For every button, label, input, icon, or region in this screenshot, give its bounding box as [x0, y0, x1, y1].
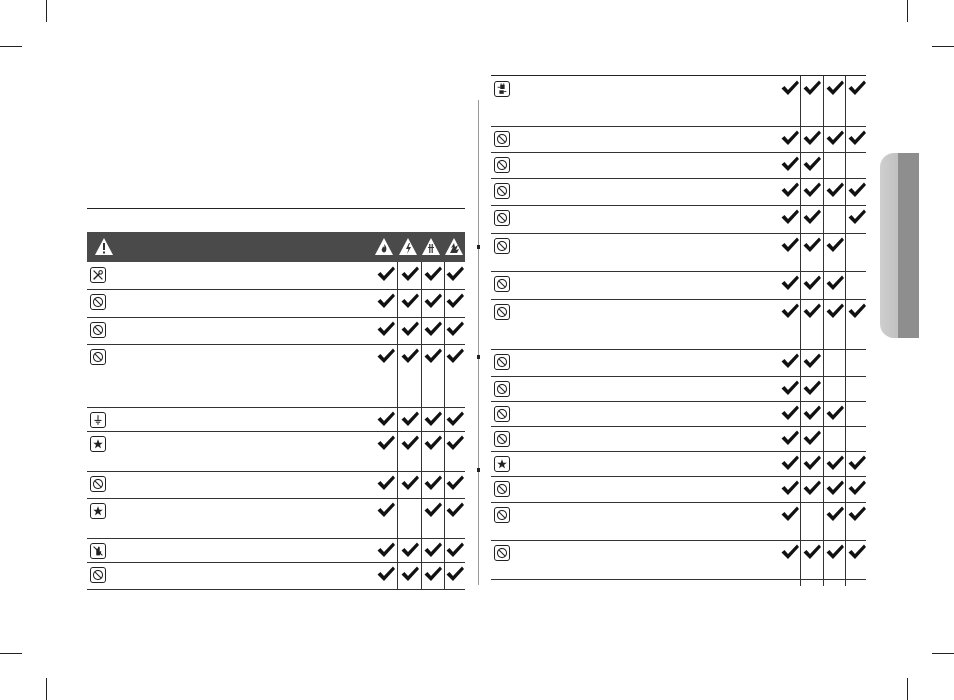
- margin-mark: [477, 468, 480, 472]
- check-mark-icon: [802, 181, 822, 199]
- check-mark-icon: [423, 410, 443, 428]
- check-mark-icon: [802, 404, 822, 422]
- check-mark-icon: [423, 501, 443, 519]
- check-mark-icon: [780, 379, 800, 397]
- check-mark-icon: [423, 320, 443, 338]
- check-mark-icon: [847, 302, 867, 320]
- prohibited-icon: [494, 381, 510, 397]
- check-mark-icon: [802, 274, 822, 292]
- star-icon: [494, 456, 510, 472]
- check-mark-icon: [825, 274, 845, 292]
- prohibited-icon: [494, 481, 510, 497]
- check-mark-icon: [376, 434, 396, 452]
- prohibited-icon: [90, 294, 106, 310]
- check-mark-icon: [400, 541, 420, 559]
- check-mark-icon: [445, 541, 465, 559]
- check-mark-icon: [400, 474, 420, 492]
- check-mark-icon: [780, 505, 800, 523]
- table-row: [87, 562, 465, 590]
- table-row: [491, 271, 866, 300]
- check-mark-icon: [802, 543, 822, 561]
- check-mark-icon: [400, 265, 420, 283]
- prohibited-icon: [494, 238, 510, 254]
- table-row: [491, 376, 866, 402]
- check-mark-icon: [780, 352, 800, 370]
- prohibited-icon: [90, 322, 106, 338]
- check-mark-icon: [780, 543, 800, 561]
- check-mark-icon: [780, 404, 800, 422]
- star-icon: [90, 503, 106, 519]
- check-mark-icon: [445, 410, 465, 428]
- check-mark-icon: [400, 292, 420, 310]
- table-row: [491, 426, 866, 452]
- injury-hazard-icon: [421, 237, 441, 256]
- prohibited-icon: [494, 507, 510, 523]
- explosion-hazard-icon: [444, 237, 464, 256]
- check-mark-icon: [376, 292, 396, 310]
- table-row: [87, 538, 465, 563]
- check-mark-icon: [780, 181, 800, 199]
- check-mark-icon: [802, 379, 822, 397]
- right-safety-table: [491, 76, 866, 586]
- check-mark-icon: [825, 236, 845, 254]
- check-mark-icon: [376, 347, 396, 365]
- check-mark-icon: [376, 320, 396, 338]
- crop-mark: [907, 0, 908, 22]
- prohibited-icon: [494, 354, 510, 370]
- check-mark-icon: [780, 274, 800, 292]
- prohibited-icon: [90, 476, 106, 492]
- check-mark-icon: [780, 429, 800, 447]
- table-row: [491, 401, 866, 427]
- check-mark-icon: [802, 79, 822, 97]
- check-mark-icon: [445, 501, 465, 519]
- tools-icon: [90, 267, 106, 283]
- ground-icon: [90, 412, 106, 428]
- crop-mark: [0, 46, 22, 47]
- check-mark-icon: [445, 320, 465, 338]
- check-mark-icon: [423, 347, 443, 365]
- table-row: [87, 471, 465, 499]
- check-mark-icon: [400, 565, 420, 583]
- check-mark-icon: [802, 352, 822, 370]
- check-mark-icon: [825, 302, 845, 320]
- prohibited-icon: [90, 567, 106, 583]
- check-mark-icon: [376, 565, 396, 583]
- check-mark-icon: [376, 474, 396, 492]
- table-row: [491, 233, 866, 272]
- check-mark-icon: [376, 541, 396, 559]
- check-mark-icon: [780, 302, 800, 320]
- table-row: [491, 126, 866, 153]
- check-mark-icon: [423, 541, 443, 559]
- crop-mark: [46, 0, 47, 22]
- check-mark-icon: [825, 129, 845, 147]
- check-mark-icon: [400, 410, 420, 428]
- check-mark-icon: [445, 474, 465, 492]
- check-mark-icon: [825, 181, 845, 199]
- check-mark-icon: [802, 429, 822, 447]
- check-mark-icon: [780, 155, 800, 173]
- table-row: [491, 152, 866, 179]
- check-mark-icon: [802, 208, 822, 226]
- check-mark-icon: [423, 292, 443, 310]
- margin-mark: [477, 245, 480, 249]
- prohibited-icon: [494, 431, 510, 447]
- check-mark-icon: [847, 543, 867, 561]
- column-divider: [478, 100, 479, 585]
- prohibited-icon: [494, 304, 510, 320]
- table-row: [491, 502, 866, 541]
- check-mark-icon: [400, 434, 420, 452]
- check-mark-icon: [445, 347, 465, 365]
- prohibited-icon: [494, 406, 510, 422]
- crop-mark: [0, 653, 22, 654]
- check-mark-icon: [847, 79, 867, 97]
- check-mark-icon: [847, 208, 867, 226]
- check-mark-icon: [802, 454, 822, 472]
- table-row: [491, 76, 866, 127]
- prohibited-icon: [494, 276, 510, 292]
- check-mark-icon: [445, 292, 465, 310]
- crop-mark: [46, 678, 47, 700]
- chapter-side-tab-edge: [898, 153, 919, 338]
- check-mark-icon: [423, 474, 443, 492]
- check-mark-icon: [847, 505, 867, 523]
- check-mark-icon: [847, 454, 867, 472]
- check-mark-icon: [825, 505, 845, 523]
- check-mark-icon: [825, 543, 845, 561]
- unplug-icon: [494, 81, 510, 97]
- check-mark-icon: [780, 454, 800, 472]
- table-row: [491, 349, 866, 377]
- check-mark-icon: [400, 347, 420, 365]
- table-row: [87, 344, 465, 408]
- crop-mark: [932, 653, 954, 654]
- warning-triangle-icon: [94, 237, 114, 256]
- check-mark-icon: [847, 181, 867, 199]
- table-row: [87, 498, 465, 539]
- table-row: [491, 299, 866, 350]
- check-mark-icon: [802, 129, 822, 147]
- check-mark-icon: [445, 565, 465, 583]
- check-mark-icon: [847, 129, 867, 147]
- check-mark-icon: [825, 454, 845, 472]
- table-row: [87, 407, 465, 432]
- prohibited-icon: [494, 131, 510, 147]
- fire-hazard-icon: [374, 237, 394, 256]
- crop-mark: [907, 678, 908, 700]
- electric-shock-hazard-icon: [398, 237, 418, 256]
- left-safety-table: [87, 262, 465, 590]
- table-row: [491, 205, 866, 234]
- check-mark-icon: [825, 404, 845, 422]
- check-mark-icon: [780, 129, 800, 147]
- check-mark-icon: [376, 410, 396, 428]
- margin-mark: [477, 355, 480, 359]
- check-mark-icon: [780, 79, 800, 97]
- check-mark-icon: [802, 155, 822, 173]
- crop-mark: [932, 46, 954, 47]
- table-row: [491, 178, 866, 206]
- check-mark-icon: [780, 479, 800, 497]
- table-row: [87, 317, 465, 345]
- section-rule: [87, 208, 465, 209]
- prohibited-icon: [90, 349, 106, 365]
- check-mark-icon: [423, 434, 443, 452]
- table-row: [87, 289, 465, 318]
- table-row: [491, 476, 866, 503]
- no-touch-icon: [90, 543, 106, 559]
- check-mark-icon: [847, 479, 867, 497]
- table-row: [87, 262, 465, 290]
- check-mark-icon: [423, 265, 443, 283]
- prohibited-icon: [494, 210, 510, 226]
- check-mark-icon: [802, 302, 822, 320]
- prohibited-icon: [494, 157, 510, 173]
- safety-table-header: [87, 232, 465, 262]
- table-row: [87, 431, 465, 472]
- check-mark-icon: [376, 501, 396, 519]
- prohibited-icon: [494, 183, 510, 199]
- check-mark-icon: [825, 79, 845, 97]
- check-mark-icon: [400, 320, 420, 338]
- prohibited-icon: [494, 545, 510, 561]
- check-mark-icon: [802, 479, 822, 497]
- check-mark-icon: [825, 479, 845, 497]
- table-row: [491, 451, 866, 477]
- check-mark-icon: [445, 265, 465, 283]
- check-mark-icon: [423, 565, 443, 583]
- table-row: [491, 540, 866, 580]
- check-mark-icon: [802, 236, 822, 254]
- check-mark-icon: [780, 236, 800, 254]
- check-mark-icon: [780, 208, 800, 226]
- check-mark-icon: [376, 265, 396, 283]
- check-mark-icon: [445, 434, 465, 452]
- star-icon: [90, 436, 106, 452]
